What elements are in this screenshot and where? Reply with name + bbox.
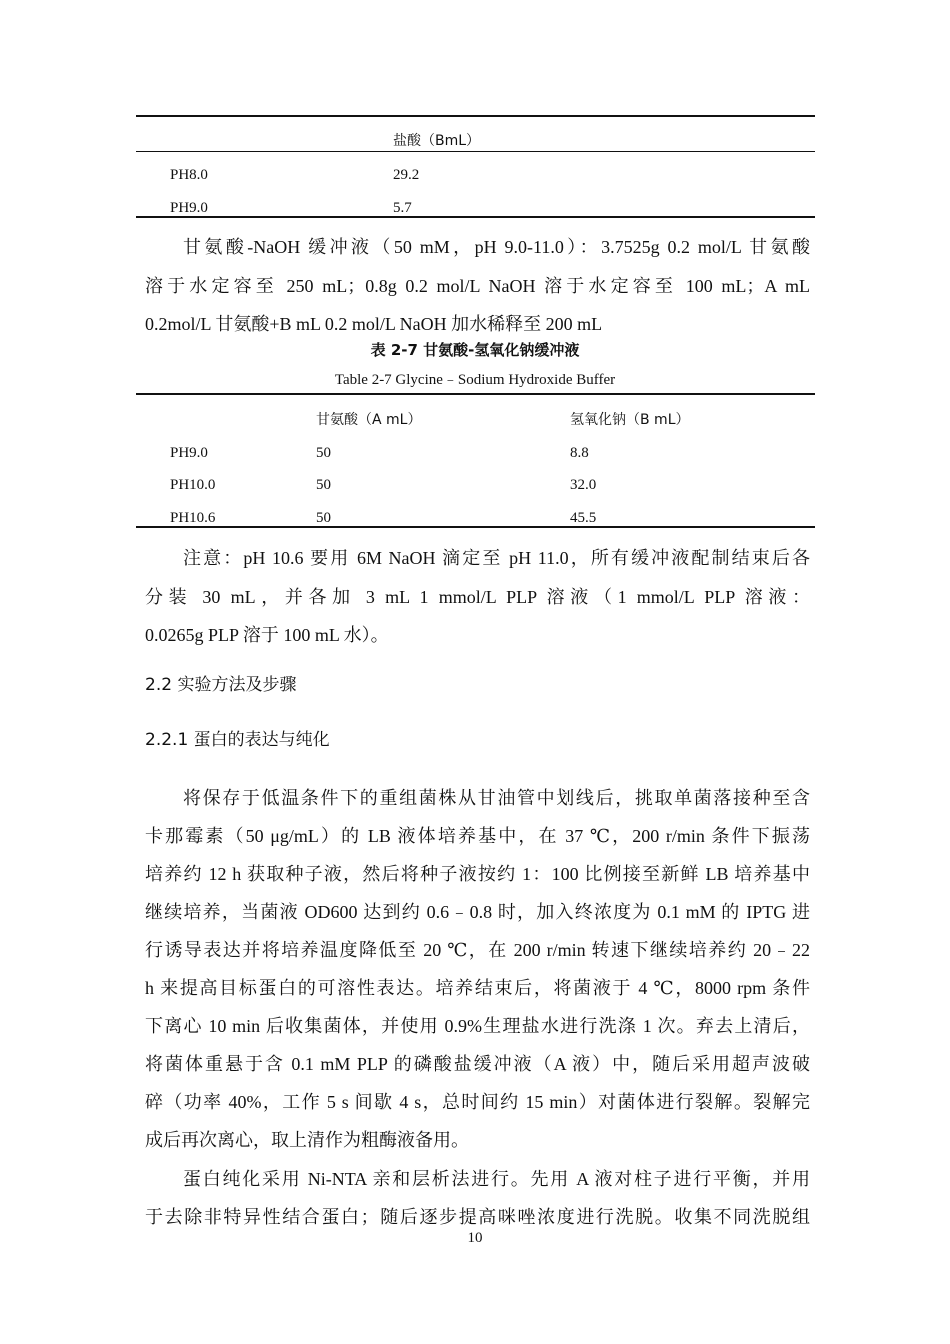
table1-row-ph: PH8.0 (170, 167, 208, 183)
page-number: 10 (467, 1230, 483, 1246)
paragraph-line: 下离心 10 min 后收集菌体，并使用 0.9%生理盐水进行洗涤 1 次。弃去上清后， (145, 1016, 810, 1036)
subsection-heading: 2.2.1 蛋白的表达与纯化 (145, 730, 330, 750)
paragraph-line: 将保存于低温条件下的重组菌株从甘油管中划线后，挑取单菌落接种至含 (183, 788, 810, 808)
table2-cell-a: 50 (316, 445, 331, 461)
paragraph-line: 卡那霉素（50 μg/mL）的 LB 液体培养基中，在 37 ℃，200 r/min 条件下振荡 (145, 826, 810, 846)
paragraph-line: 培养约 12 h 获取种子液，然后将种子液按约 1：100 比例接至新鲜 LB 培养基中 (145, 864, 810, 884)
paragraph-line: 分装 30 mL，并各加 3 mL 1 mmol/L PLP 溶液（1 mmol/L PLP 溶液： (145, 587, 810, 607)
paragraph-line: 0.0265g PLP 溶于 100 mL 水）。 (145, 625, 389, 645)
table1-row-ph: PH9.0 (170, 200, 208, 216)
table2-top-rule (136, 393, 815, 395)
table1-top-rule (136, 115, 815, 117)
table2-caption-cn: 表 2-7 甘氨酸-氢氧化钠缓冲液 (370, 341, 580, 359)
table2-cell-b: 8.8 (570, 445, 589, 461)
table2-bottom-rule (136, 526, 815, 528)
table2-cell-ph: PH10.0 (170, 477, 216, 493)
table2-header-a: 甘氨酸（A mL） (316, 412, 422, 428)
table2-header-b: 氢氧化钠（B mL） (570, 412, 690, 428)
table1-bottom-rule (136, 216, 815, 218)
paragraph-line: 于去除非特异性结合蛋白；随后逐步提高咪唑浓度进行洗脱。收集不同洗脱组 (145, 1207, 810, 1227)
paragraph-line: 蛋白纯化采用 Ni-NTA 亲和层析法进行。先用 A 液对柱子进行平衡，并用 (183, 1169, 810, 1189)
table1-header: 盐酸（BmL） (393, 133, 481, 149)
table1-header-rule (136, 151, 815, 152)
table1-row-value: 29.2 (393, 167, 420, 183)
paragraph-line: 成后再次离心，取上清作为粗酶液备用。 (145, 1130, 469, 1150)
paragraph-line: 溶于水定容至 250 mL；0.8g 0.2 mol/L NaOH 溶于水定容至 100 mL；A mL (145, 276, 810, 296)
paragraph-line: 继续培养，当菌液 OD600 达到约 0.6﹣0.8 时，加入终浓度为 0.1 mM 的 IPTG 进 (145, 902, 810, 922)
table2-cell-b: 45.5 (570, 510, 597, 526)
paragraph-line: 甘氨酸-NaOH 缓冲液（50 mM，pH 9.0-11.0）：3.7525g 0.2 mol/L 甘氨酸 (183, 237, 810, 257)
table1-row-value: 5.7 (393, 200, 412, 216)
paragraph-line: 0.2mol/L 甘氨酸+B mL 0.2 mol/L NaOH 加水稀释至 200 mL (145, 314, 603, 334)
paragraph-line: 行诱导表达并将培养温度降低至 20 ℃，在 200 r/min 转速下继续培养约 20﹣22 (145, 940, 810, 960)
section-heading: 2.2 实验方法及步骤 (145, 675, 297, 695)
table2-cell-ph: PH9.0 (170, 445, 208, 461)
paragraph-line: 注意：pH 10.6 要用 6M NaOH 滴定至 pH 11.0，所有缓冲液配制结束后各 (183, 548, 810, 568)
table2-cell-a: 50 (316, 510, 331, 526)
table2-caption-en: Table 2-7 Glycine﹣Sodium Hydroxide Buffer (334, 372, 616, 388)
table2-cell-b: 32.0 (570, 477, 597, 493)
table2-cell-ph: PH10.6 (170, 510, 216, 526)
table2-cell-a: 50 (316, 477, 331, 493)
paragraph-line: h 来提高目标蛋白的可溶性表达。培养结束后，将菌液于 4 ℃，8000 rpm 条件 (145, 978, 810, 998)
paragraph-line: 将菌体重悬于含 0.1 mM PLP 的磷酸盐缓冲液（A 液）中，随后采用超声波破 (145, 1054, 810, 1074)
paragraph-line: 碎（功率 40%，工作 5 s 间歇 4 s，总时间约 15 min）对菌体进行裂解。裂解完 (145, 1092, 810, 1112)
